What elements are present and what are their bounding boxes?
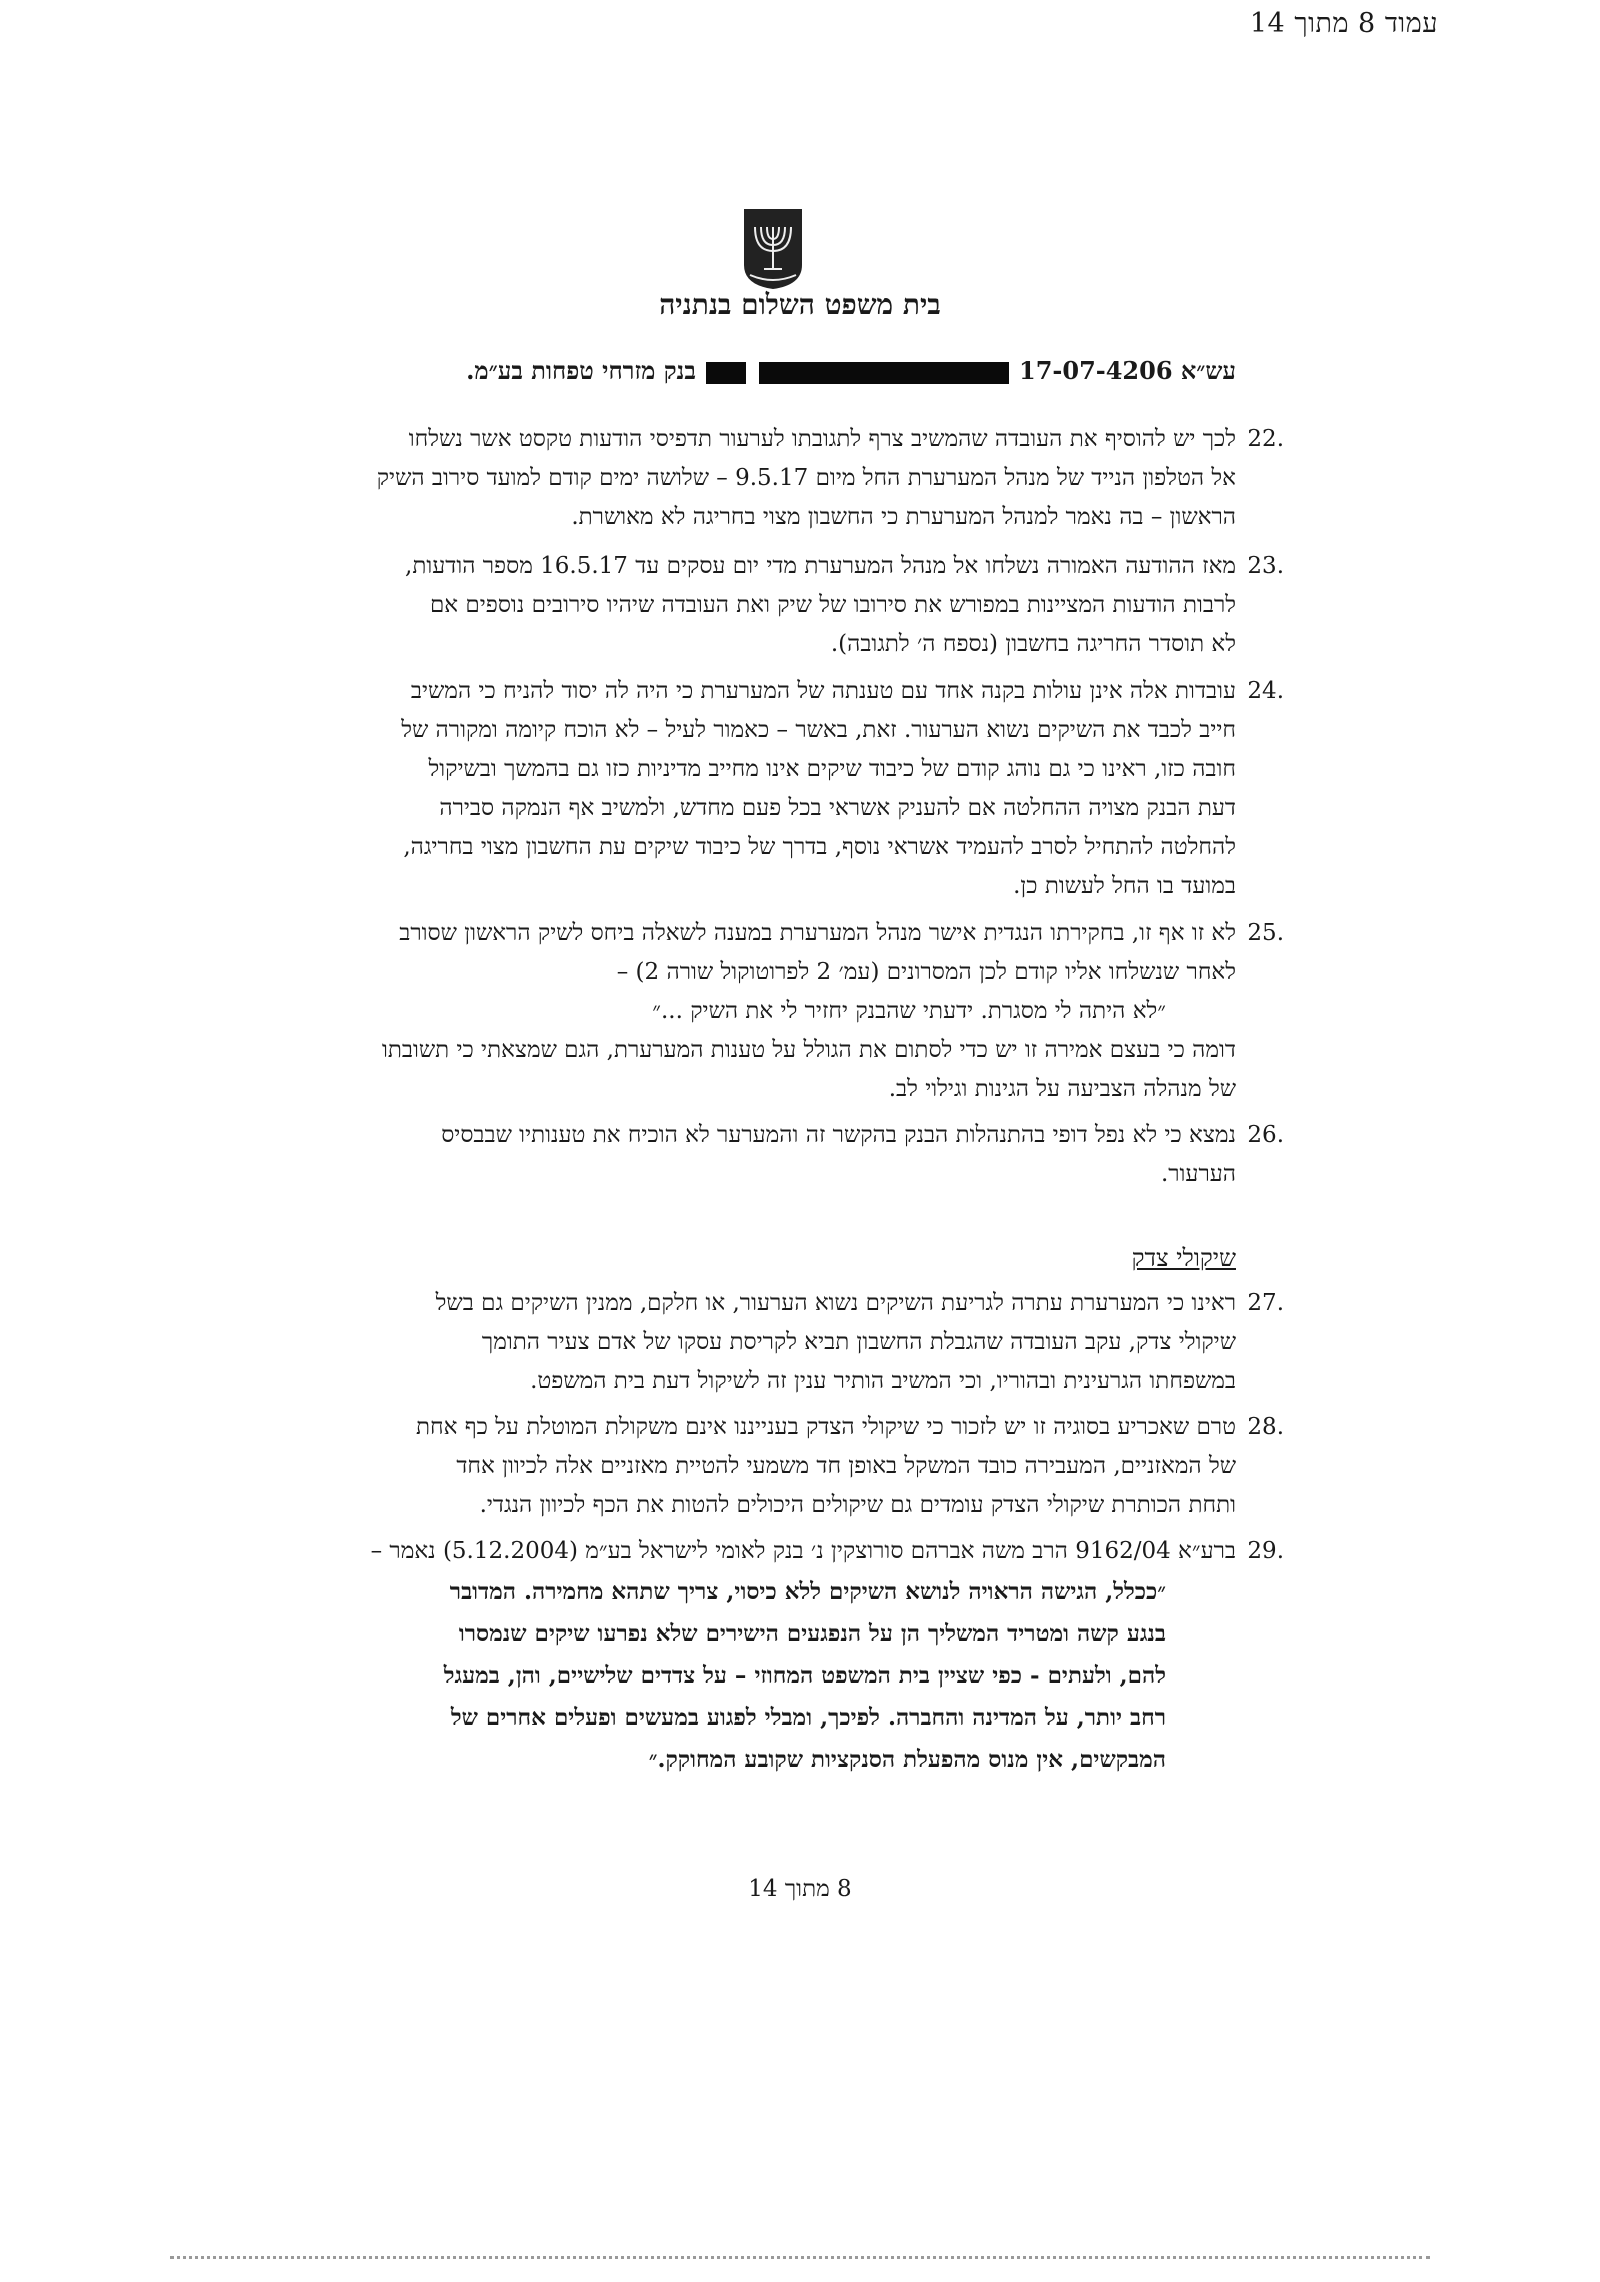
paragraph-line: דומה כי בעצם אמירה זו יש כדי לסתום את הגולל על טענות המערערת, הגם שמצאתי כי תשובתו: [381, 1037, 1236, 1063]
paragraph-line: עובדות אלה אינן עולות בקנה אחד עם טענתה של המערערת כי היה לה יסוד להניח כי המשיב: [410, 678, 1236, 704]
paragraph-line: לא זו אף זו, בחקירתו הנגדית אישר מנהל המערערת במענה לשאלה ביחס לשיק הראשון שסורב: [399, 920, 1236, 946]
paragraph-number: 23.: [1247, 553, 1284, 579]
paragraph-number: 25.: [1247, 920, 1284, 946]
court-name: בית משפט השלום בנתניה: [659, 288, 941, 321]
paragraph-line: ראינו כי המערערת עתרה לגריעת השיקים נשוא הערעור, או חלקם, ממנין השיקים גם בשל: [435, 1290, 1236, 1316]
citation-intro: ברע״א 9162/04 הרב משה אברהם סורוצקין נ׳ בנק לאומי לישראל בע״מ (5.12.2004) נאמר –: [370, 1538, 1236, 1564]
court-quote-line: להם, ולעתים - כפי שציין בית המשפט המחוזי – על צדדים שלישיים, והן, במעגל: [443, 1662, 1166, 1689]
paragraph-line: של המאזניים, המעבירה כובד המשקל באופן חד משמעי להטיית מאזניים אלה לכיוון אחד: [456, 1453, 1236, 1479]
paragraph-line: לאחר שנשלחו אליו קודם לכן המסרונים (עמ׳ 2 לפרוטוקול שורה 2) –: [616, 959, 1236, 985]
court-quote-line: המבקשים, אין מנוס מהפעלת הסנקציות שקובע המחוקק.״: [648, 1746, 1166, 1773]
paragraph-line: במשפחתו הגרעינית ובהוריו, וכי המשיב הותיר ענין זה לשיקול דעת בית המשפט.: [530, 1368, 1236, 1394]
paragraph-number: 24.: [1247, 678, 1284, 704]
paragraph-22: [296, 420, 1284, 537]
case-number: עש״א 17-07-4206: [1019, 356, 1236, 385]
section-heading: שיקולי צדק: [1131, 1244, 1236, 1272]
paragraph-line: חייב לכבד את השיקים נשוא הערעור. זאת, באשר – כאמור לעיל – לא הוכח קיומה ומקורה של: [401, 717, 1236, 743]
paragraph-23: [296, 547, 1284, 664]
paragraph-27: [296, 1284, 1284, 1401]
paragraph-line: לא תוסדר החריגה בחשבון (נספח ה׳ לתגובה).: [830, 631, 1236, 657]
paragraph-number: 29.: [1247, 1538, 1284, 1564]
paragraph-line: חובה כזו, ראינו כי גם נוהג קודם של כיבוד שיקים אינו מחייב מדיניות כזו גם בהמשך ובשיקול: [428, 756, 1236, 782]
paragraph-26: [296, 1116, 1284, 1194]
case-respondent: בנק מזרחי טפחות בע״מ.: [466, 356, 696, 385]
paragraph-line: לרבות הודעות המציינות במפורש את סירובו של שיק ואת העובדה שיהיו סירובים נוספים אם: [429, 592, 1236, 618]
paragraph-line: דעת הבנק מצויה ההחלטה אם להעניק אשראי בכל פעם מחדש, ולמשיב אף הנמקה סבירה: [439, 795, 1236, 821]
paragraph-line: טרם שאכריע בסוגיה זו יש לזכור כי שיקולי הצדק בענייננו אינם משקולת המוטלת על כף אחת: [415, 1414, 1236, 1440]
page-footer: 8 מתוך 14: [748, 1876, 852, 1902]
paragraph-line: שיקולי צדק, עקב העובדה שהגבלת החשבון תביא לקריסת עסקו של אדם צעיר התומך: [481, 1329, 1236, 1355]
paragraph-line: ותחת הכותרת שיקולי הצדק עומדים גם שיקולים היכולים להטות את הכף לכיוון הנגדי.: [479, 1492, 1236, 1518]
paragraph-number: 22.: [1247, 426, 1284, 452]
paragraph-line: אל הטלפון הנייד של מנהל המערערת החל מיום 9.5.17 – שלושה ימים קודם למועד סירוב השיק: [376, 465, 1236, 491]
paragraph-line: של מנהלה הצביעה על הגינות וגילוי לב.: [888, 1076, 1236, 1102]
paragraph-line: הערעור.: [1160, 1161, 1236, 1187]
state-emblem-icon: [740, 205, 806, 291]
paragraph-number: 26.: [1247, 1122, 1284, 1148]
court-quote-line: ״ככלל, הגישה הראויה לנושא השיקים ללא כיסוי, צריך שתהא מחמירה. המדובר: [449, 1578, 1166, 1605]
paragraph-number: 28.: [1247, 1414, 1284, 1440]
paragraph-25: [296, 914, 1284, 1109]
paragraph-line: לכך יש להוסיף את העובדה שהמשיב צרף לתגובתו לערעור תדפיסי הודעות טקסט אשר נשלחו: [408, 426, 1236, 452]
court-quote-line: רחב יותר, על המדינה והחברה. לפיכך, ומבלי לפגוע במעשים ופעלים אחרים של: [450, 1704, 1166, 1731]
paragraph-line: נמצא כי לא נפל דופי בהתנהלות הבנק בהקשר זה והמערער לא הוכיח את טענותיו שבבסיס: [441, 1122, 1236, 1148]
paragraph-28: [296, 1408, 1284, 1525]
paragraph-line: מאז ההודעה האמורה נשלחו אל מנהל המערערת מדי יום עסקים עד 16.5.17 מספר הודעות,: [405, 553, 1236, 579]
paragraph-29: [296, 1532, 1284, 1781]
court-quote-line: בנגע קשה ומטריד המשליך הן על הנפגעים הישירים שלא נפרעו שיקים שנמסרו: [458, 1620, 1166, 1647]
paragraph-number: 27.: [1247, 1290, 1284, 1316]
paragraph-24: [296, 672, 1284, 906]
page-number-top: עמוד 8 מתוך 14: [1249, 8, 1438, 39]
testimony-quote: ״לא היתה לי מסגרת. ידעתי שהבנק יחזיר לי את השיק ...״: [652, 998, 1166, 1024]
paragraph-line: הראשון – בה נאמר למנהל המערערת כי החשבון מצוי בחריגה לא מאושרת.: [571, 504, 1236, 530]
paragraph-line: במועד בו החל לעשות כן.: [1013, 873, 1236, 899]
redaction-bar: [706, 362, 746, 384]
scan-footer-strip: [170, 2256, 1430, 2265]
case-line: [466, 356, 1236, 386]
redaction-bar: [759, 362, 1009, 384]
paragraph-line: להחלטה להתחיל לסרב להעמיד אשראי נוסף, בדרך של כיבוד שיקים עת החשבון מצוי בחריגה,: [403, 834, 1236, 860]
